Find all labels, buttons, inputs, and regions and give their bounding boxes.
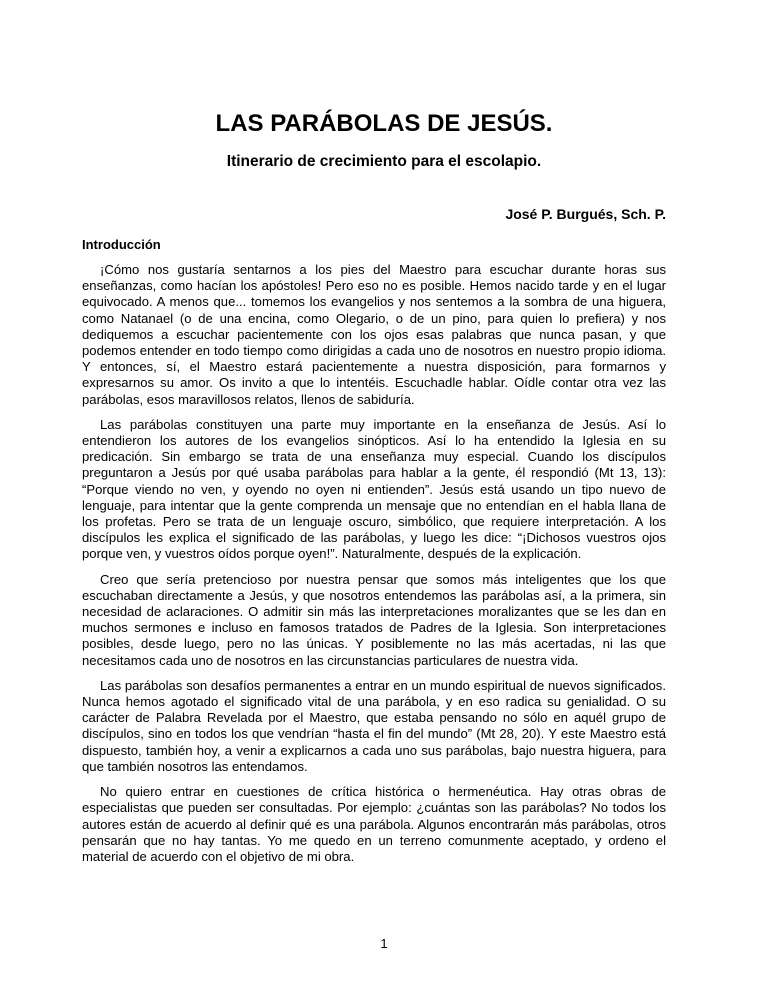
document-title: LAS PARÁBOLAS DE JESÚS.	[215, 110, 553, 137]
page-number: 1	[380, 936, 388, 951]
section-heading: Introducción	[82, 237, 161, 252]
paragraph-2: Las parábolas constituyen una parte muy importante en la enseñanza de Jesús. Así lo entendieron los autores de los evangelios sinópticos. Así lo ha entendido la Iglesia en su predicación. Sin embargo se trata de una enseñanza muy especial. Cuando los discípulos preguntaron a Jesús por qué usaba parábolas para hablar a la gente, él respondió (Mt 13, 13): “Porque viendo no ven, y oyendo no oyen ni entienden”. Jesús está usando un tipo nuevo de lenguaje, para intentar que la gente comprenda un mensaje que no entendían en el habla llana de los profetas. Pero se trata de un lenguaje oscuro, simbólico, que requiere interpretación. A los discípulos les explica el significado de las parábolas, y luego les dice: “¡Dichosos vuestros ojos porque ven, y vuestros oídos porque oyen!”. Naturalmente, después de la explicación.	[82, 416, 666, 562]
paragraph-5: No quiero entrar en cuestiones de crítica histórica o hermenéutica. Hay otras obras de especialistas que pueden ser consultadas. Por ejemplo: ¿cuántas son las parábolas? No todos los autores están de acuerdo al definir qué es una parábola. Algunos encontrarán más parábolas, otros pensarán que no hay tantas. Yo me quedo en un terreno comunmente aceptado, y ordeno el material de acuerdo con el objetivo de mi obra.	[82, 784, 666, 864]
document-subtitle: Itinerario de crecimiento para el escolapio.	[226, 153, 542, 170]
paragraph-3: Creo que sería pretencioso por nuestra pensar que somos más inteligentes que los que escuchaban directamente a Jesús, y que nosotros entendemos las parábolas así, a la primera, sin necesidad de aclaraciones. O admitir sin más las interpretaciones moralizantes que se les dan en muchos sermones e incluso en famosos tratados de Padres de la Iglesia. Son interpretaciones posibles, desde luego, pero no las únicas. Y posiblemente no las más acertadas, ni las que necesitamos cada uno de nosotros en las circunstancias particulares de nuestra vida.	[82, 571, 666, 668]
author-line: José P. Burgués, Sch. P.	[505, 206, 666, 222]
paragraph-1: ¡Cómo nos gustaría sentarnos a los pies del Maestro para escuchar durante horas sus enseñanzas, como hacían los apóstoles! Pero eso no es posible. Hemos nacido tarde y en el lugar equivocado. A menos que... tomemos los evangelios y nos sentemos a la sombra de una higuera, como Natanael (o de una encina, como Olegario, o de un pino, para quien lo prefiera) y nos dediquemos a escuchar pacientemente con los ojos esas palabras que nunca pasan, y que podemos entender en todo tiempo como dirigidas a cada uno de nosotros en nuestro propio idioma. Y entonces, sí, el Maestro estará pacientemente a nuestra disposición, para formarnos y expresarnos su amor. Os invito a que lo intentéis. Escuchadle hablar. Oídle contar otra vez las parábolas, esos maravillosos relatos, llenos de sabiduría.	[82, 262, 666, 407]
body-text	[82, 262, 666, 874]
paragraph-4: Las parábolas son desafíos permanentes a entrar en un mundo espiritual de nuevos significados. Nunca hemos agotado el significado vital de una parábola, y en eso radica su genialidad. O su carácter de Palabra Revelada por el Maestro, que estaba pensando no sólo en aquél grupo de discípulos, sino en todos los que vendrían “hasta el fin del mundo” (Mt 28, 20). Y este Maestro está dispuesto, también hoy, a venir a explicarnos a cada uno sus parábolas, bajo nuestra higuera, para que también nosotros las entendamos.	[82, 677, 666, 774]
